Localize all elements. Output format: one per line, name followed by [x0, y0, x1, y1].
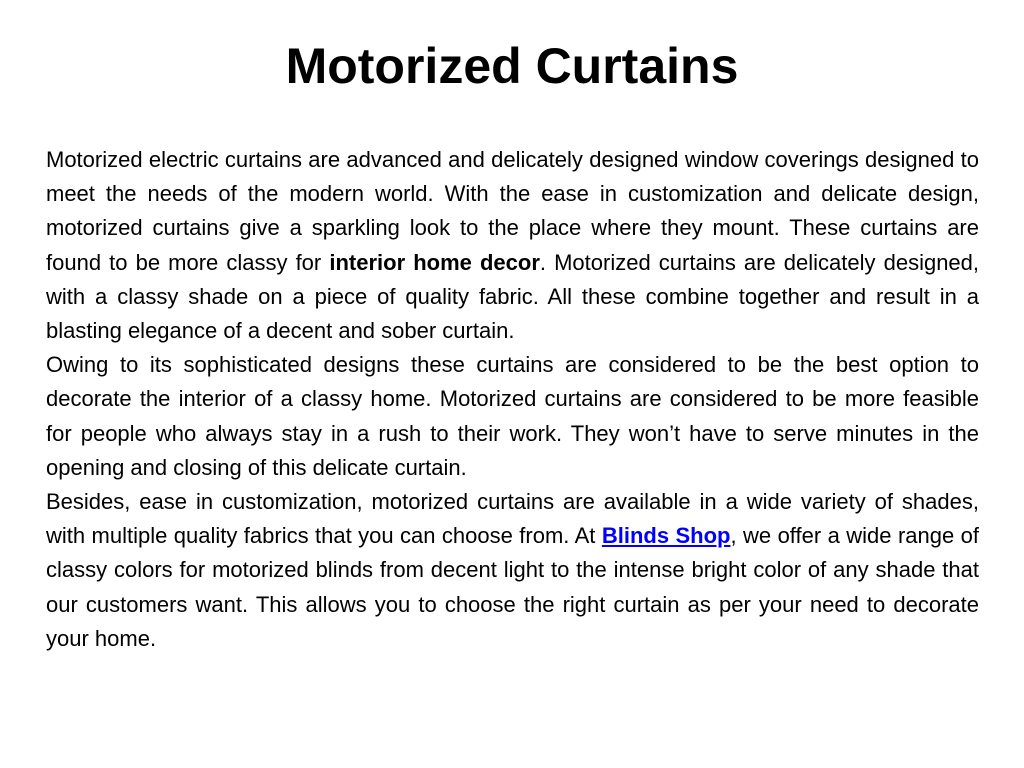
page-title: Motorized Curtains: [285, 38, 739, 94]
paragraph-3: [46, 485, 979, 656]
blinds-shop-link[interactable]: Blinds Shop: [601, 523, 731, 549]
body-text: [46, 143, 979, 656]
paragraph-1-text-before: Motorized electric curtains are advanced and delicately designed window coverings designed to meet the needs of the modern world. With the ease in customization and delicate design, motorized curtains give a sparkling look to the place where they mount. These curtains are found to be more classy for: [46, 147, 979, 275]
paragraph-3-text-after: , we offer a wide range of classy colors for motorized blinds from decent light to the intense bright color of any shade that our customers want. This allows you to choose the right curtain as per your need to decorate your home.: [46, 523, 979, 651]
bold-term-interior-home-decor: interior home decor: [329, 249, 540, 275]
paragraph-1: [46, 143, 979, 348]
paragraph-1-text-after: . Motorized curtains are delicately designed, with a classy shade on a piece of quality fabric. All these combine together and result in a blasting elegance of a decent and sober curtain.: [46, 249, 980, 344]
paragraph-3-text-before: Besides, ease in customization, motorized curtains are available in a wide variety of shades, with multiple quality fabrics that you can choose from. At: [46, 489, 979, 549]
paragraph-2: Owing to its sophisticated designs these curtains are considered to be the best option to decorate the interior of a classy home. Motorized curtains are considered to be more feasible for people who always stay in a rush to their work. They won’t have to serve minutes in the opening and closing of this delicate curtain.: [46, 352, 979, 480]
